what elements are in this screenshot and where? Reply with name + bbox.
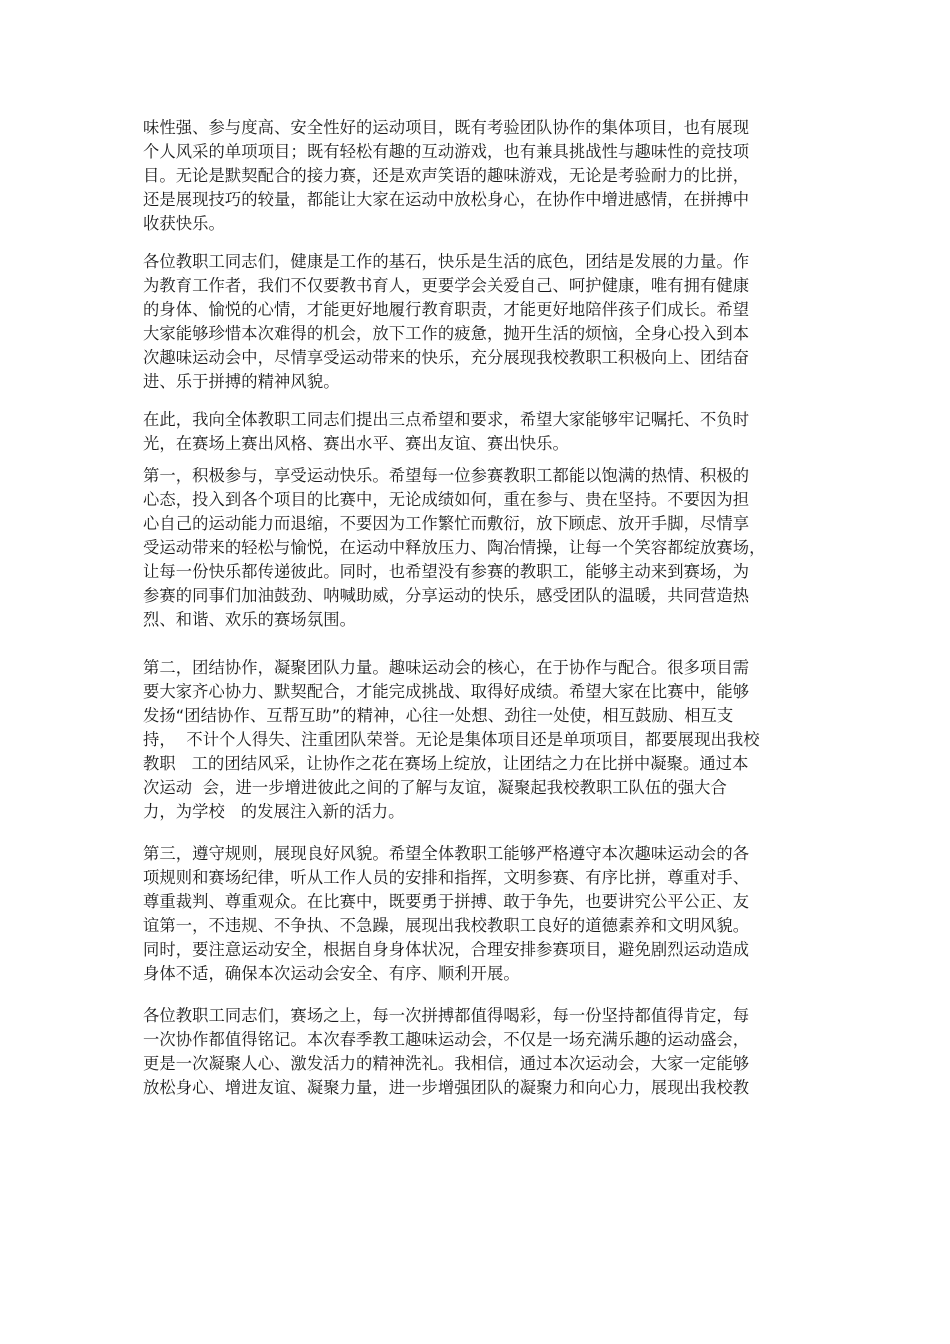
paragraph-closing [143, 1004, 749, 1100]
text-line: 项规则和赛场纪律，听从工作人员的安排和指挥，文明参赛、有序比拼，尊重对手、 [143, 868, 750, 887]
text-line: 谊第一，不违规、不争执、不急躁，展现出我校教职工良好的道德素养和文明风貌。 [143, 916, 750, 935]
text-line: 的身体、愉悦的心情，才能更好地履行教育职责，才能更好地陪伴孩子们成长。希望 [143, 300, 750, 319]
paragraph-third-point [143, 842, 749, 986]
paragraph-first-point [143, 464, 766, 632]
text-line: 发扬“团结协作、互帮互助”的精神，心往一处想、劲往一处使，相互鼓励、相互支 [143, 706, 734, 725]
paragraph-second-point [143, 656, 760, 824]
text-line: 尊重裁判、尊重观众。在比赛中，既要勇于拼搏、敢于争先，也要讲究公平公正、友 [143, 892, 750, 911]
text-line: 还是展现技巧的较量，都能让大家在运动中放松身心，在协作中增进感情，在拼搏中 [143, 190, 750, 209]
paragraph-health-message [143, 250, 749, 394]
text-line: 心态，投入到各个项目的比赛中，无论成绩如何，重在参与、贵在坚持。不要因为担 [143, 490, 750, 509]
text-line: 参赛的同事们加油鼓劲、呐喊助威，分享运动的快乐，感受团队的温暖，共同营造热 [143, 586, 750, 605]
text-line: 让每一份快乐都传递彼此。同时，也希望没有参赛的教职工，能够主动来到赛场，为 [143, 562, 750, 581]
text-line: 各位教职工同志们，赛场之上，每一次拼搏都值得喝彩，每一份坚持都值得肯定，每 [143, 1006, 750, 1025]
text-line: 受运动带来的轻松与愉悦，在运动中释放压力、陶冶情操，让每一个笑容都绽放赛场， [143, 538, 766, 557]
paragraph-three-hopes [143, 408, 749, 456]
text-line: 一次协作都值得铭记。本次春季教工趣味运动会，不仅是一场充满乐趣的运动盛会， [143, 1030, 750, 1049]
text-line: 第二，团结协作，凝聚团队力量。趣味运动会的核心，在于协作与配合。很多项目需 [143, 658, 750, 677]
text-line: 要大家齐心协力、默契配合，才能完成挑战、取得好成绩。希望大家在比赛中，能够 [143, 682, 750, 701]
text-line: 收获快乐。 [143, 214, 225, 233]
text-line: 味性强、参与度高、安全性好的运动项目，既有考验团队协作的集体项目，也有展现 [143, 118, 750, 137]
text-line: 第三，遵守规则，展现良好风貌。希望全体教职工能够严格遵守本次趣味运动会的各 [143, 844, 750, 863]
text-line: 教职 工的团结风采，让协作之花在赛场上绽放，让团结之力在比拼中凝聚。通过本 [143, 754, 749, 773]
text-line: 进、乐于拼搏的精神风貌。 [143, 372, 340, 391]
text-line: 目。无论是默契配合的接力赛，还是欢声笑语的趣味游戏，无论是考验耐力的比拼， [143, 166, 750, 185]
text-line: 更是一次凝聚人心、激发活力的精神洗礼。我相信，通过本次运动会，大家一定能够 [143, 1054, 750, 1073]
text-line: 第一，积极参与，享受运动快乐。希望每一位参赛教职工都能以饱满的热情、积极的 [143, 466, 750, 485]
text-line: 同时，要注意运动安全，根据自身身体状况，合理安排参赛项目，避免剧烈运动造成 [143, 940, 750, 959]
text-line: 力，为学校 的发展注入新的活力。 [143, 802, 405, 821]
text-line: 次趣味运动会中，尽情享受运动带来的快乐，充分展现我校教职工积极向上、团结奋 [143, 348, 750, 367]
text-line: 放松身心、增进友谊、凝聚力量，进一步增强团队的凝聚力和向心力，展现出我校教 [143, 1078, 750, 1097]
text-line: 光，在赛场上赛出风格、赛出水平、赛出友谊、赛出快乐。 [143, 434, 569, 453]
text-line: 大家能够珍惜本次难得的机会，放下工作的疲惫，抛开生活的烦恼，全身心投入到本 [143, 324, 750, 343]
text-line: 各位教职工同志们，健康是工作的基石，快乐是生活的底色，团结是发展的力量。作 [143, 252, 750, 271]
paragraph-intro-continued [143, 116, 749, 236]
text-line: 心自己的运动能力而退缩，不要因为工作繁忙而敷衍，放下顾虑、放开手脚，尽情享 [143, 514, 750, 533]
text-line: 身体不适，确保本次运动会安全、有序、顺利开展。 [143, 964, 520, 983]
text-line: 个人风采的单项项目；既有轻松有趣的互动游戏，也有兼具挑战性与趣味性的竞技项 [143, 142, 750, 161]
text-line: 为教育工作者，我们不仅要教书育人，更要学会关爱自己、呵护健康，唯有拥有健康 [143, 276, 750, 295]
text-line: 在此，我向全体教职工同志们提出三点希望和要求，希望大家能够牢记嘱托、不负时 [143, 410, 750, 429]
text-line: 持， 不计个人得失、注重团队荣誉。无论是集体项目还是单项项目，都要展现出我校 [143, 730, 760, 749]
text-line: 次运动 会，进一步增进彼此之间的了解与友谊，凝聚起我校教职工队伍的强大合 [143, 778, 727, 797]
text-line: 烈、和谐、欢乐的赛场氛围。 [143, 610, 356, 629]
